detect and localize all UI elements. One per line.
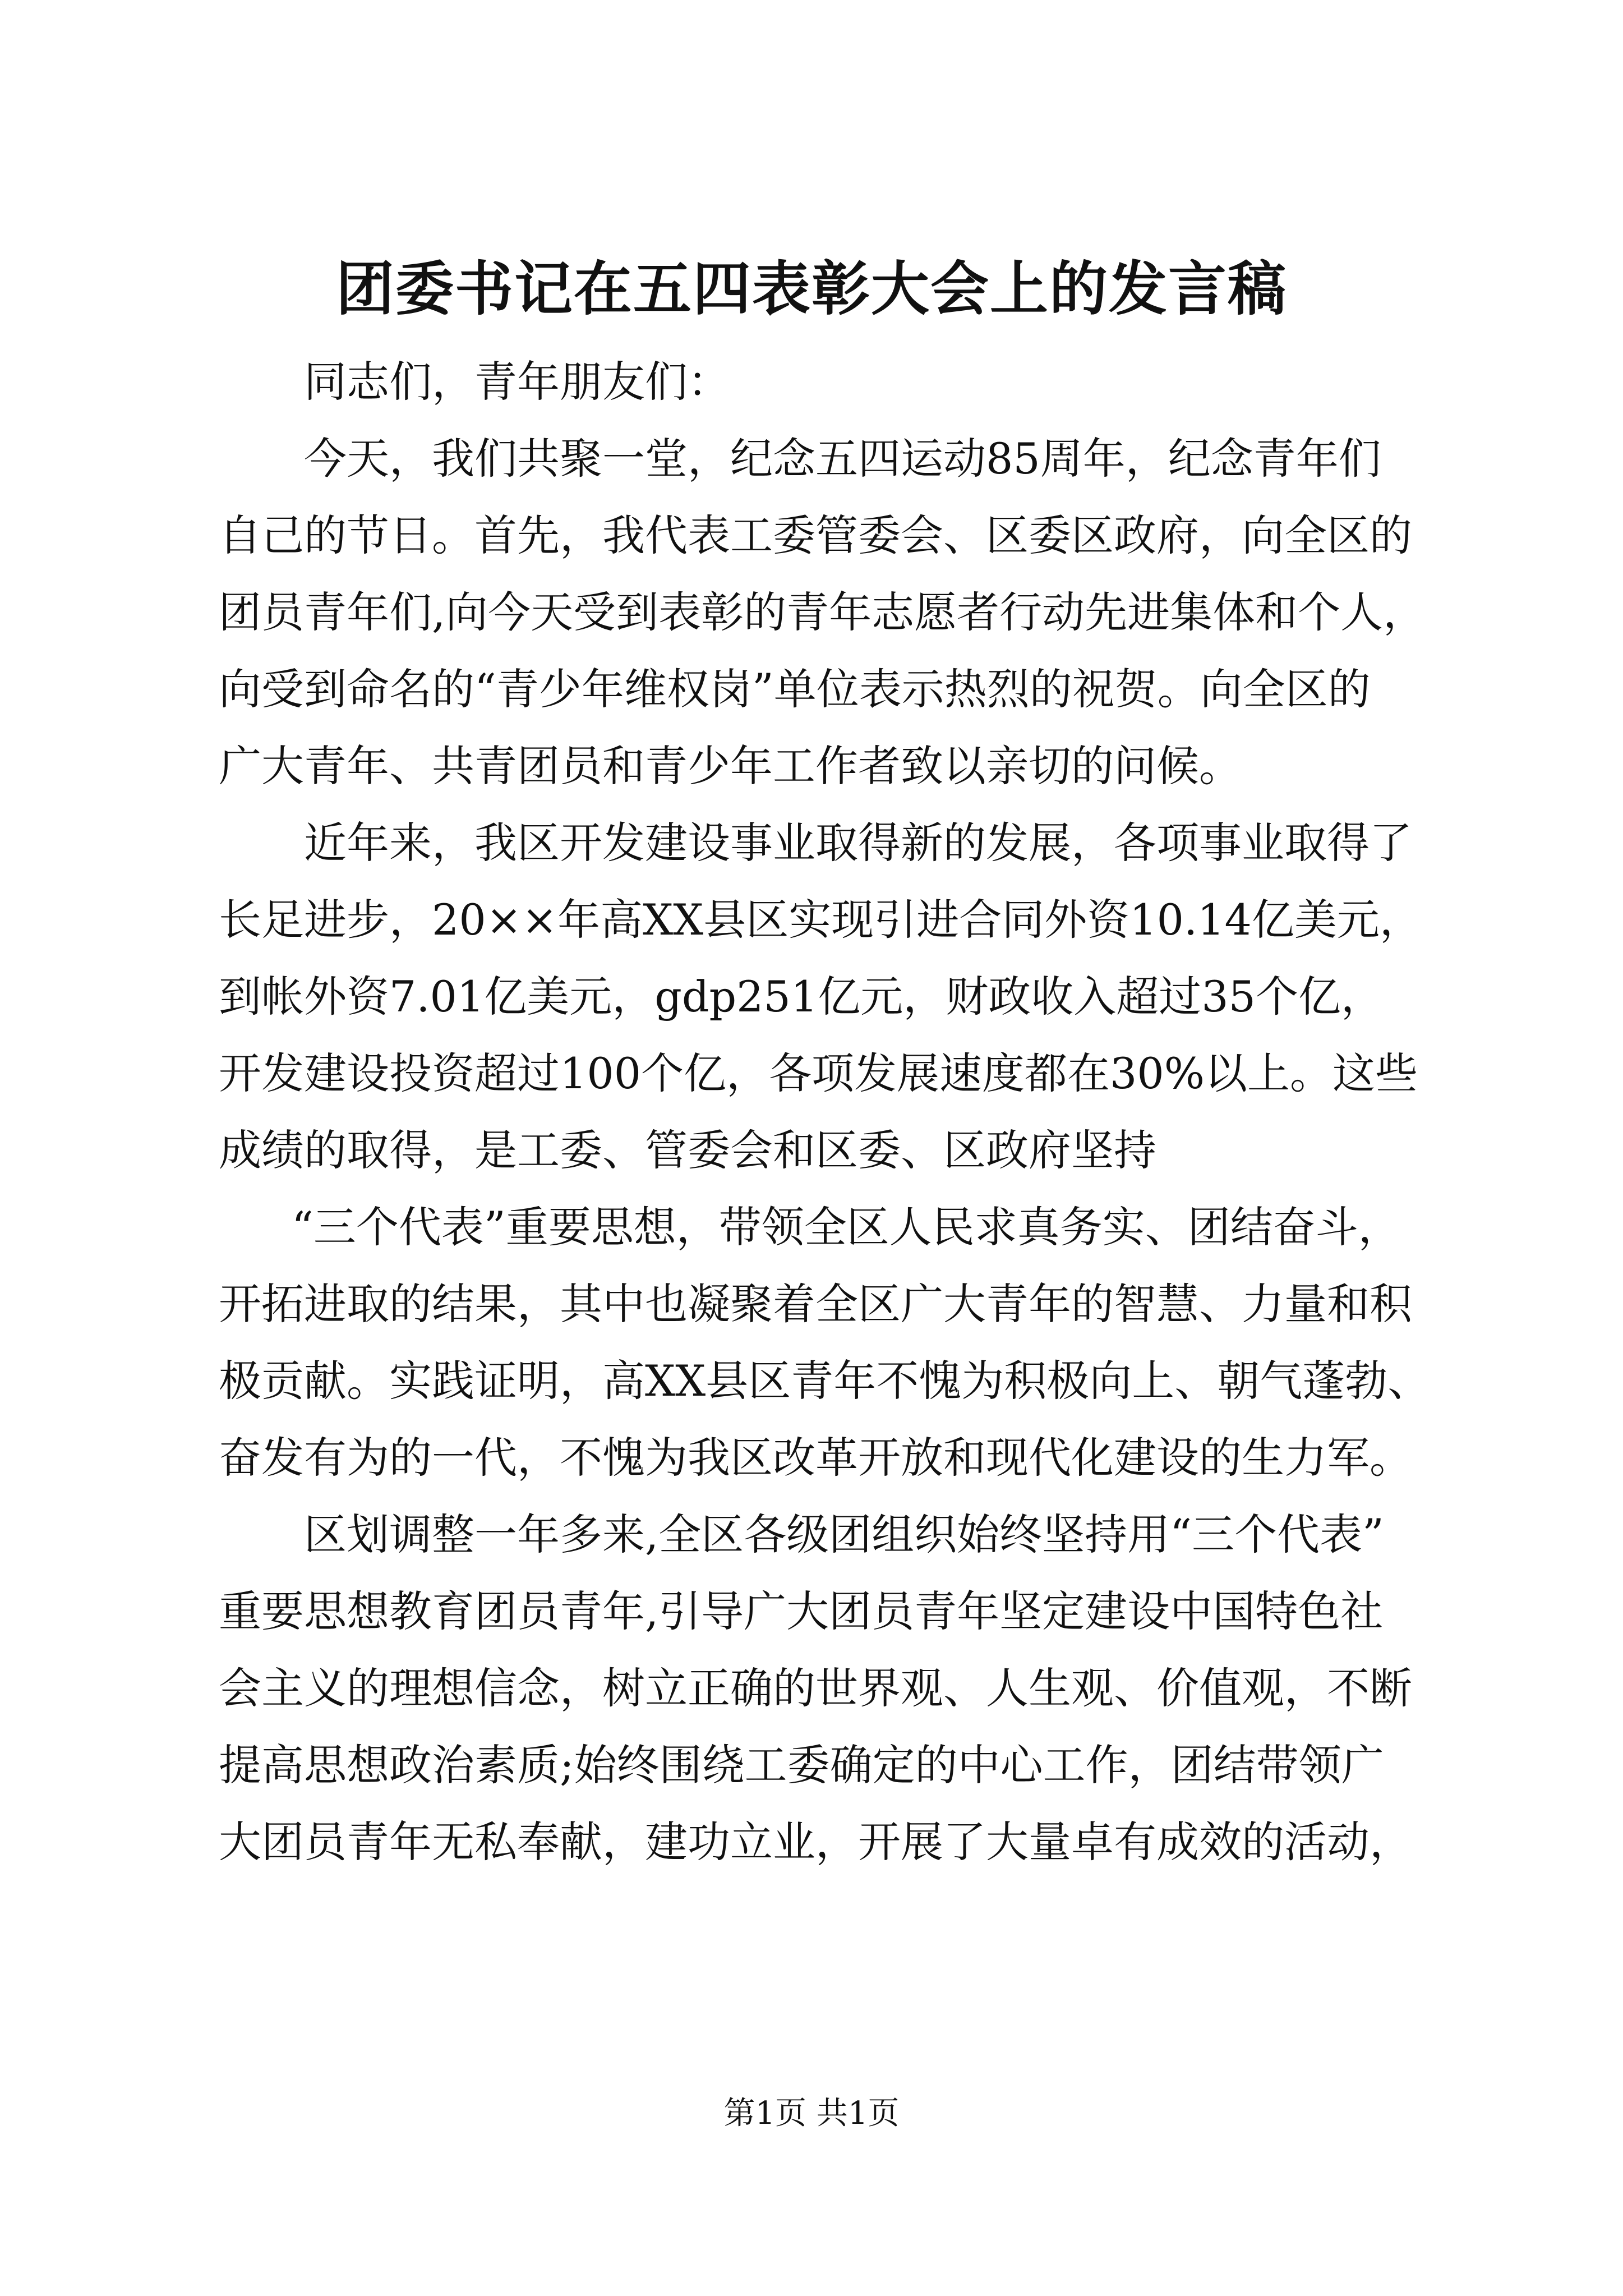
- paragraph-line: 极贡献。实践证明，高XX县区青年不愧为积极向上、朝气蓬勃、: [219, 1356, 1431, 1406]
- paragraph-line: 向受到命名的“青少年维权岗”单位表示热烈的祝贺。向全区的: [219, 664, 1371, 714]
- paragraph-line: 开拓进取的结果，其中也凝聚着全区广大青年的智慧、力量和积: [219, 1279, 1412, 1329]
- paragraph-line: 会主义的理想信念，树立正确的世界观、人生观、价值观，不断: [219, 1663, 1412, 1713]
- document-title: 团委书记在五四表彰大会上的发言稿: [335, 254, 1287, 323]
- paragraph-line: 提高思想政治素质;始终围绕工委确定的中心工作，团结带领广: [219, 1740, 1384, 1790]
- paragraph-line: 奋发有为的一代，不愧为我区改革开放和现代化建设的生力军。: [219, 1433, 1412, 1483]
- paragraph-line: 广大青年、共青团员和青少年工作者致以亲切的问候。: [219, 741, 1242, 791]
- paragraph-line: 大团员青年无私奉献，建功立业，开展了大量卓有成效的活动，: [219, 1817, 1412, 1867]
- paragraph-line: “三个代表”重要思想，带领全区人民求真务实、团结奋斗，: [292, 1202, 1401, 1252]
- paragraph-line: 重要思想教育团员青年,引导广大团员青年坚定建设中国特色社: [219, 1586, 1384, 1636]
- document-body: [219, 343, 1430, 1880]
- paragraph-line: 今天，我们共聚一堂，纪念五四运动85周年，纪念青年们: [304, 434, 1381, 484]
- paragraph-line: 自己的节日。首先，我代表工委管委会、区委区政府，向全区的: [219, 510, 1412, 560]
- paragraph-line: 开发建设投资超过100个亿，各项发展速度都在30%以上。这些: [219, 1048, 1418, 1098]
- paragraph-line: 区划调整一年多来,全区各级团组织始终坚持用“三个代表”: [304, 1510, 1384, 1559]
- paragraph-line: 到帐外资7.01亿美元，gdp251亿元，财政收入超过35个亿，: [219, 972, 1384, 1022]
- paragraph-line: 团员青年们,向今天受到表彰的青年志愿者行动先进集体和个人，: [219, 587, 1426, 637]
- paragraph-line: 近年来，我区开发建设事业取得新的发展，各项事业取得了: [304, 818, 1412, 868]
- salutation-line: 同志们，青年朋友们：: [304, 357, 730, 407]
- paragraph-line: 成绩的取得，是工委、管委会和区委、区政府坚持: [219, 1125, 1156, 1175]
- paragraph-line: 长足进步，20××年高XX县区实现引进合同外资10.14亿美元，: [219, 895, 1422, 945]
- page-footer: 第1页 共1页: [723, 2095, 900, 2132]
